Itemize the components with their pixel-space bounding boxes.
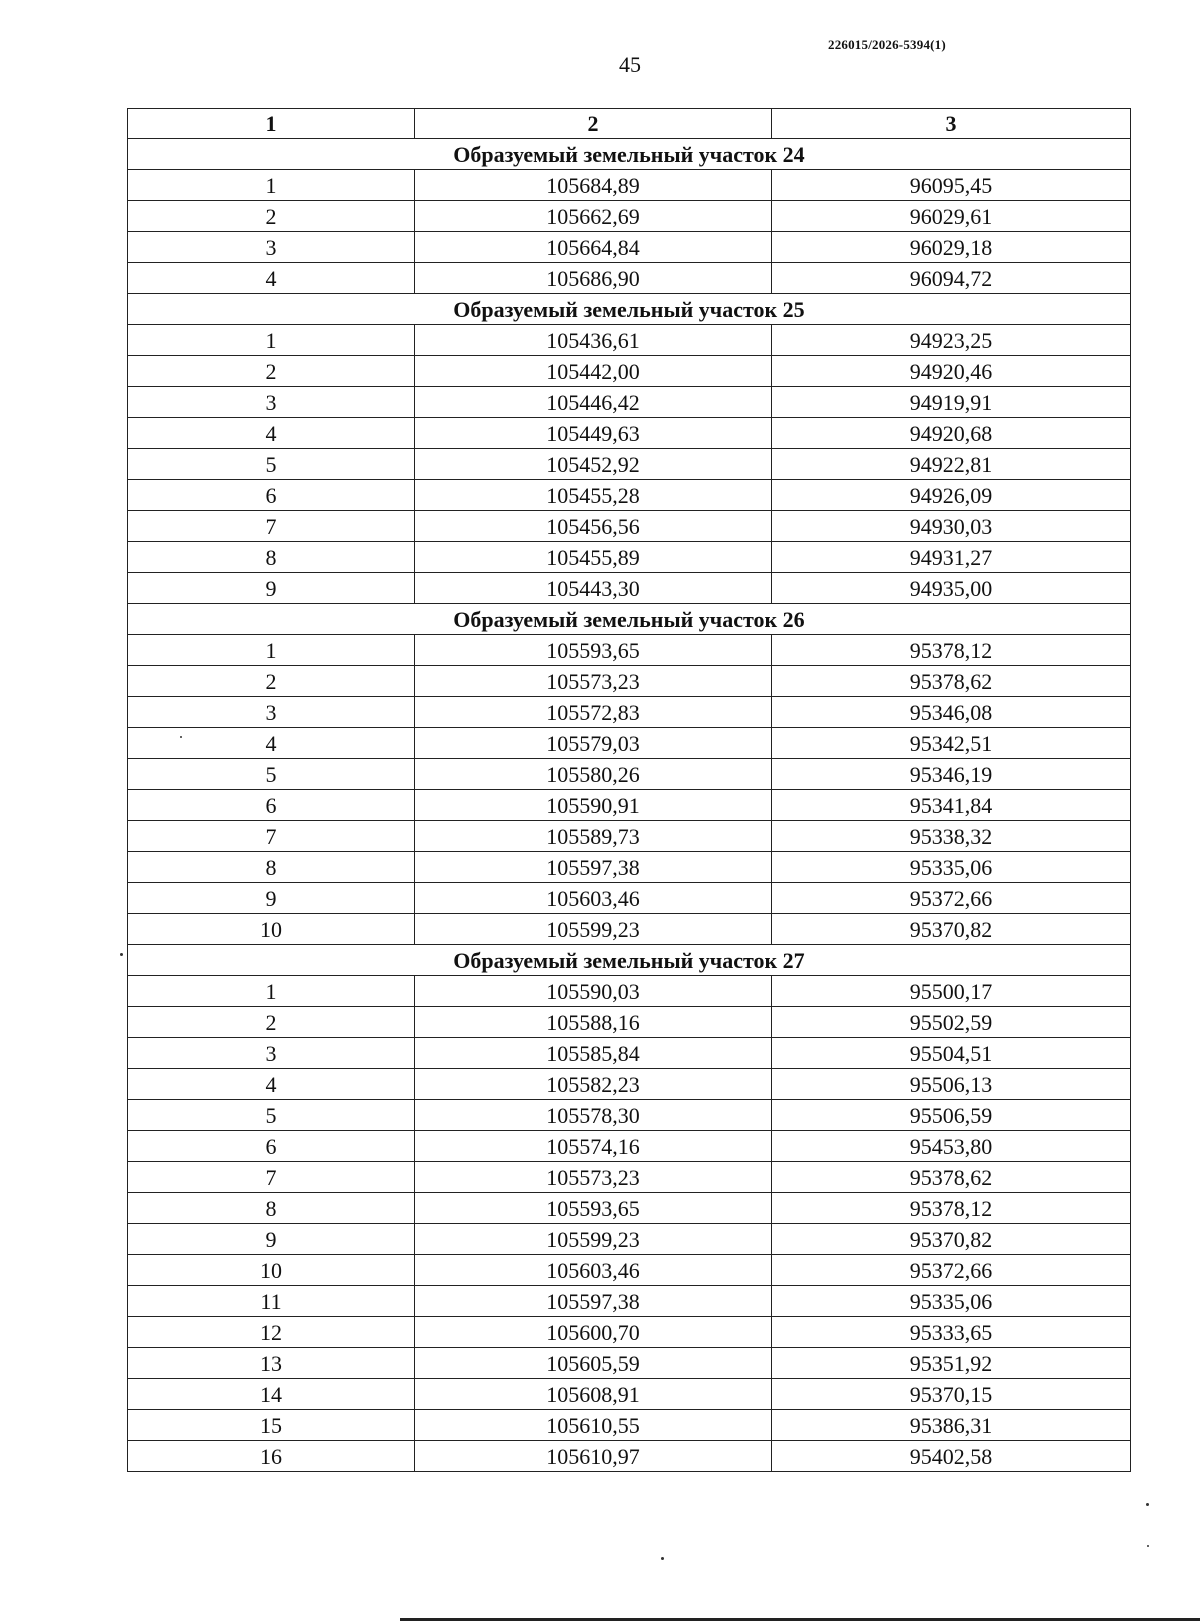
point-number-cell: 2 (128, 666, 415, 697)
column-header-2: 2 (415, 109, 772, 139)
y-coordinate-cell: 95341,84 (772, 790, 1131, 821)
y-coordinate-cell: 94922,81 (772, 449, 1131, 480)
y-coordinate-cell: 96095,45 (772, 170, 1131, 201)
y-coordinate-cell: 94920,46 (772, 356, 1131, 387)
table-row (128, 1317, 1131, 1348)
y-coordinate-cell: 95378,12 (772, 635, 1131, 666)
section-header-row (128, 139, 1131, 170)
x-coordinate-cell: 105455,89 (415, 542, 772, 573)
y-coordinate-cell: 95333,65 (772, 1317, 1131, 1348)
point-number-cell: 9 (128, 1224, 415, 1255)
section-title: Образуемый земельный участок 25 (128, 294, 1131, 325)
table-row (128, 511, 1131, 542)
x-coordinate-cell: 105599,23 (415, 1224, 772, 1255)
document-code: 226015/2026-5394(1) (828, 37, 946, 52)
y-coordinate-cell: 95370,82 (772, 1224, 1131, 1255)
point-number-cell: 6 (128, 480, 415, 511)
column-header-1: 1 (128, 109, 415, 139)
point-number-cell: 5 (128, 1100, 415, 1131)
point-number-cell: 5 (128, 449, 415, 480)
x-coordinate-cell: 105603,46 (415, 1255, 772, 1286)
y-coordinate-cell: 95378,62 (772, 666, 1131, 697)
table-row (128, 387, 1131, 418)
point-number-cell: 3 (128, 1038, 415, 1069)
point-number-cell: 7 (128, 511, 415, 542)
point-number-cell: 7 (128, 1162, 415, 1193)
x-coordinate-cell: 105662,69 (415, 201, 772, 232)
x-coordinate-cell: 105686,90 (415, 263, 772, 294)
table-body (128, 139, 1131, 1472)
table-row (128, 1193, 1131, 1224)
y-coordinate-cell: 95370,82 (772, 914, 1131, 945)
point-number-cell: 15 (128, 1410, 415, 1441)
y-coordinate-cell: 95504,51 (772, 1038, 1131, 1069)
point-number-cell: 11 (128, 1286, 415, 1317)
y-coordinate-cell: 94926,09 (772, 480, 1131, 511)
page-number: 45 (619, 52, 641, 77)
section-header-row (128, 294, 1131, 325)
y-coordinate-cell: 94920,68 (772, 418, 1131, 449)
x-coordinate-cell: 105608,91 (415, 1379, 772, 1410)
y-coordinate-cell: 95372,66 (772, 883, 1131, 914)
point-number-cell: 8 (128, 1193, 415, 1224)
point-number-cell: 7 (128, 821, 415, 852)
x-coordinate-cell: 105590,91 (415, 790, 772, 821)
point-number-cell: 4 (128, 728, 415, 759)
y-coordinate-cell: 95506,59 (772, 1100, 1131, 1131)
table-row (128, 759, 1131, 790)
section-title: Образуемый земельный участок 27 (128, 945, 1131, 976)
x-coordinate-cell: 105580,26 (415, 759, 772, 790)
x-coordinate-cell: 105449,63 (415, 418, 772, 449)
x-coordinate-cell: 105597,38 (415, 852, 772, 883)
x-coordinate-cell: 105456,56 (415, 511, 772, 542)
point-number-cell: 4 (128, 1069, 415, 1100)
table-row (128, 356, 1131, 387)
x-coordinate-cell: 105603,46 (415, 883, 772, 914)
table-row (128, 697, 1131, 728)
point-number-cell: 16 (128, 1441, 415, 1472)
x-coordinate-cell: 105684,89 (415, 170, 772, 201)
point-number-cell: 3 (128, 232, 415, 263)
y-coordinate-cell: 96094,72 (772, 263, 1131, 294)
point-number-cell: 5 (128, 759, 415, 790)
y-coordinate-cell: 95372,66 (772, 1255, 1131, 1286)
x-coordinate-cell: 105578,30 (415, 1100, 772, 1131)
y-coordinate-cell: 95402,58 (772, 1441, 1131, 1472)
point-number-cell: 10 (128, 1255, 415, 1286)
y-coordinate-cell: 95335,06 (772, 852, 1131, 883)
x-coordinate-cell: 105582,23 (415, 1069, 772, 1100)
x-coordinate-cell: 105590,03 (415, 976, 772, 1007)
y-coordinate-cell: 95378,62 (772, 1162, 1131, 1193)
y-coordinate-cell: 95378,12 (772, 1193, 1131, 1224)
x-coordinate-cell: 105579,03 (415, 728, 772, 759)
x-coordinate-cell: 105593,65 (415, 635, 772, 666)
scan-speck (661, 1557, 664, 1560)
table-row (128, 201, 1131, 232)
x-coordinate-cell: 105436,61 (415, 325, 772, 356)
point-number-cell: 1 (128, 325, 415, 356)
x-coordinate-cell: 105610,97 (415, 1441, 772, 1472)
table-row (128, 542, 1131, 573)
point-number-cell: 4 (128, 263, 415, 294)
table-row (128, 418, 1131, 449)
table-row (128, 790, 1131, 821)
section-header-row (128, 945, 1131, 976)
y-coordinate-cell: 95351,92 (772, 1348, 1131, 1379)
x-coordinate-cell: 105599,23 (415, 914, 772, 945)
point-number-cell: 1 (128, 635, 415, 666)
point-number-cell: 8 (128, 542, 415, 573)
point-number-cell: 6 (128, 790, 415, 821)
y-coordinate-cell: 95338,32 (772, 821, 1131, 852)
x-coordinate-cell: 105597,38 (415, 1286, 772, 1317)
table-row (128, 635, 1131, 666)
point-number-cell: 6 (128, 1131, 415, 1162)
x-coordinate-cell: 105610,55 (415, 1410, 772, 1441)
table-row (128, 1007, 1131, 1038)
y-coordinate-cell: 94923,25 (772, 325, 1131, 356)
table-row (128, 852, 1131, 883)
table-row (128, 1441, 1131, 1472)
x-coordinate-cell: 105443,30 (415, 573, 772, 604)
table-row (128, 232, 1131, 263)
section-title: Образуемый земельный участок 24 (128, 139, 1131, 170)
table-row (128, 883, 1131, 914)
point-number-cell: 14 (128, 1379, 415, 1410)
point-number-cell: 3 (128, 697, 415, 728)
point-number-cell: 9 (128, 883, 415, 914)
y-coordinate-cell: 95500,17 (772, 976, 1131, 1007)
y-coordinate-cell: 95335,06 (772, 1286, 1131, 1317)
point-number-cell: 13 (128, 1348, 415, 1379)
coordinates-table (127, 108, 1131, 1472)
table-row (128, 1131, 1131, 1162)
x-coordinate-cell: 105605,59 (415, 1348, 772, 1379)
point-number-cell: 9 (128, 573, 415, 604)
x-coordinate-cell: 105600,70 (415, 1317, 772, 1348)
y-coordinate-cell: 94930,03 (772, 511, 1131, 542)
table-row (128, 1379, 1131, 1410)
y-coordinate-cell: 94931,27 (772, 542, 1131, 573)
y-coordinate-cell: 95386,31 (772, 1410, 1131, 1441)
x-coordinate-cell: 105588,16 (415, 1007, 772, 1038)
x-coordinate-cell: 105446,42 (415, 387, 772, 418)
table-row (128, 728, 1131, 759)
column-header-3: 3 (772, 109, 1131, 139)
header-row (128, 109, 1131, 139)
x-coordinate-cell: 105573,23 (415, 666, 772, 697)
table-row (128, 976, 1131, 1007)
table-row (128, 263, 1131, 294)
point-number-cell: 1 (128, 170, 415, 201)
table-row (128, 449, 1131, 480)
point-number-cell: 2 (128, 1007, 415, 1038)
y-coordinate-cell: 94919,91 (772, 387, 1131, 418)
x-coordinate-cell: 105573,23 (415, 1162, 772, 1193)
y-coordinate-cell: 95370,15 (772, 1379, 1131, 1410)
scan-speck (120, 953, 123, 956)
y-coordinate-cell: 95506,13 (772, 1069, 1131, 1100)
x-coordinate-cell: 105574,16 (415, 1131, 772, 1162)
x-coordinate-cell: 105664,84 (415, 232, 772, 263)
point-number-cell: 2 (128, 201, 415, 232)
table-row (128, 666, 1131, 697)
y-coordinate-cell: 95502,59 (772, 1007, 1131, 1038)
x-coordinate-cell: 105442,00 (415, 356, 772, 387)
y-coordinate-cell: 96029,61 (772, 201, 1131, 232)
y-coordinate-cell: 96029,18 (772, 232, 1131, 263)
scan-speck (180, 736, 182, 738)
table-row (128, 480, 1131, 511)
section-title: Образуемый земельный участок 26 (128, 604, 1131, 635)
table-row (128, 1162, 1131, 1193)
x-coordinate-cell: 105572,83 (415, 697, 772, 728)
table-row (128, 1069, 1131, 1100)
point-number-cell: 10 (128, 914, 415, 945)
point-number-cell: 3 (128, 387, 415, 418)
x-coordinate-cell: 105455,28 (415, 480, 772, 511)
x-coordinate-cell: 105589,73 (415, 821, 772, 852)
table-row (128, 1224, 1131, 1255)
scan-speck (1147, 1545, 1149, 1547)
point-number-cell: 2 (128, 356, 415, 387)
y-coordinate-cell: 94935,00 (772, 573, 1131, 604)
table-row (128, 1100, 1131, 1131)
scan-edge-line (400, 1618, 1200, 1621)
section-header-row (128, 604, 1131, 635)
table-row (128, 325, 1131, 356)
y-coordinate-cell: 95346,19 (772, 759, 1131, 790)
table-row (128, 1255, 1131, 1286)
table-row (128, 1348, 1131, 1379)
scan-speck (1146, 1503, 1149, 1506)
table-row (128, 170, 1131, 201)
x-coordinate-cell: 105593,65 (415, 1193, 772, 1224)
table-row (128, 573, 1131, 604)
x-coordinate-cell: 105452,92 (415, 449, 772, 480)
table-row (128, 821, 1131, 852)
point-number-cell: 12 (128, 1317, 415, 1348)
table-row (128, 1410, 1131, 1441)
point-number-cell: 4 (128, 418, 415, 449)
y-coordinate-cell: 95346,08 (772, 697, 1131, 728)
x-coordinate-cell: 105585,84 (415, 1038, 772, 1069)
table-row (128, 1286, 1131, 1317)
table-row (128, 914, 1131, 945)
y-coordinate-cell: 95342,51 (772, 728, 1131, 759)
point-number-cell: 8 (128, 852, 415, 883)
y-coordinate-cell: 95453,80 (772, 1131, 1131, 1162)
table-row (128, 1038, 1131, 1069)
point-number-cell: 1 (128, 976, 415, 1007)
